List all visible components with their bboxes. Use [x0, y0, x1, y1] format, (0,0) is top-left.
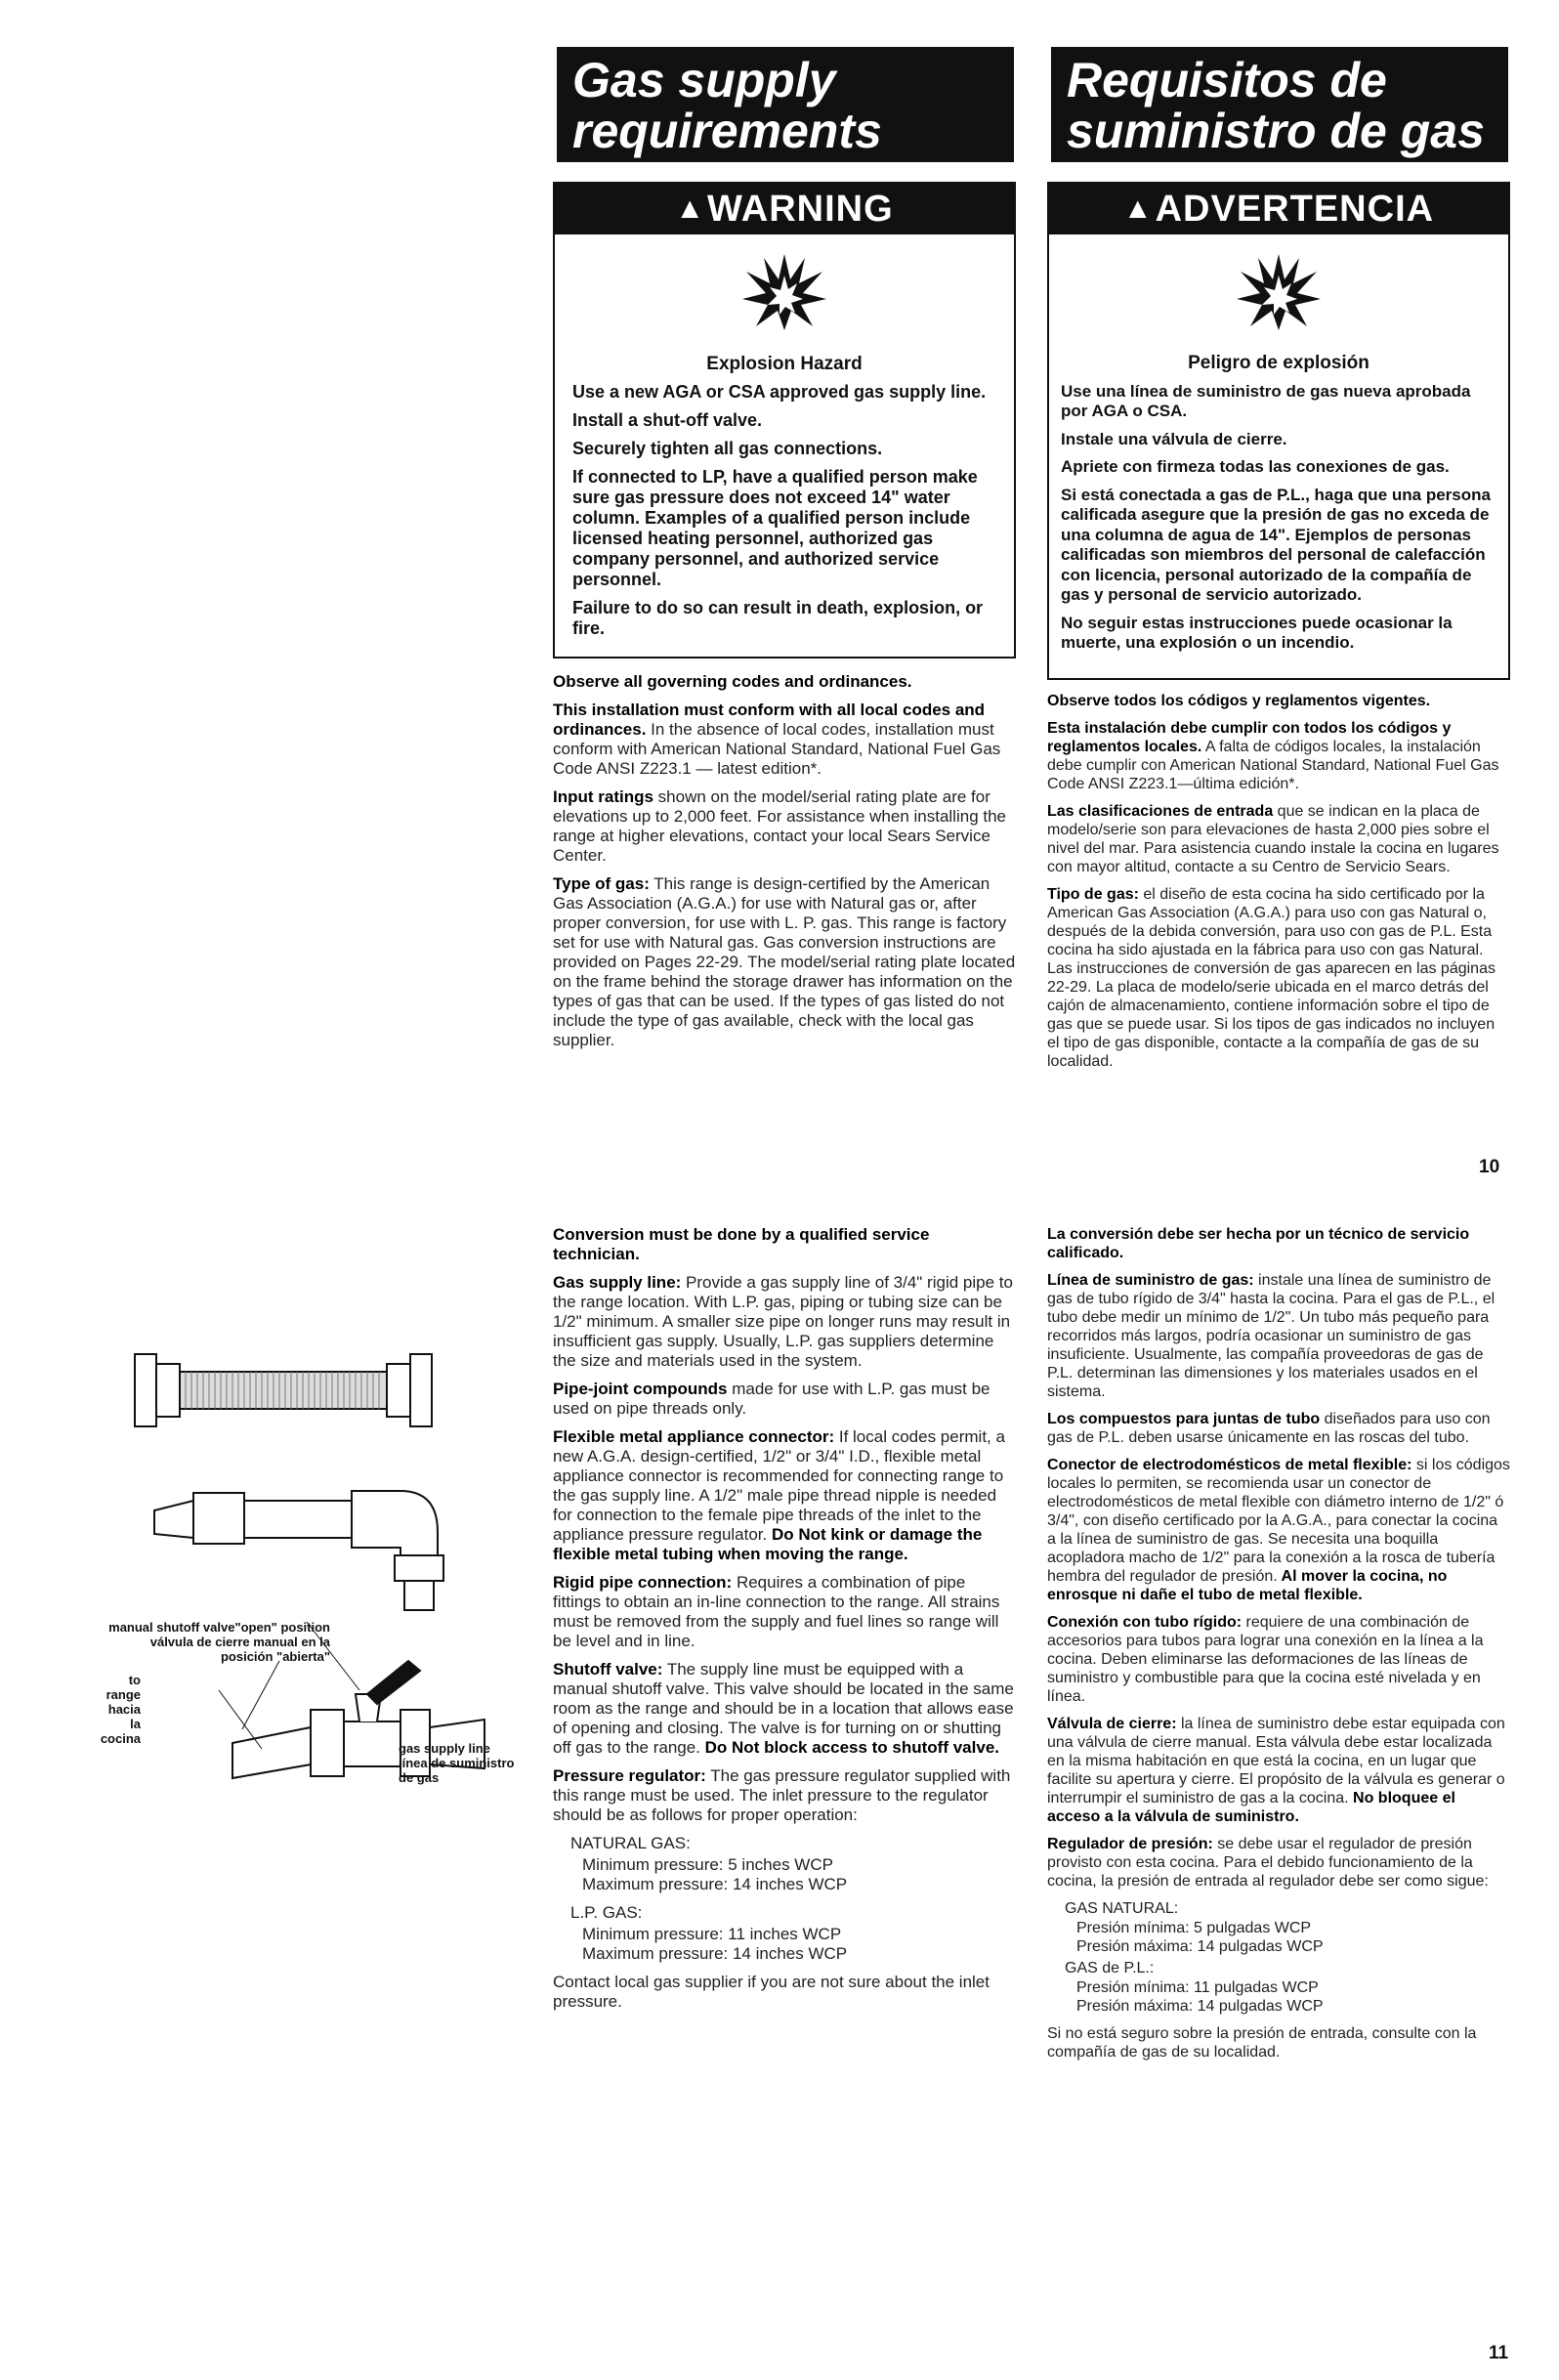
natural-gas-heading: GAS NATURAL: [1065, 1900, 1179, 1917]
warning-text [1049, 346, 1508, 671]
warning-heading: Peligro de explosión [1188, 353, 1369, 373]
lp-gas-heading: GAS de P.L.: [1065, 1960, 1155, 1976]
title-line: Requisitos de [1067, 53, 1387, 107]
explosion-icon [1235, 250, 1323, 332]
caption-line: de gas [399, 1770, 440, 1785]
warning-line: Failure to do so can result in death, explosion, or fire. [572, 598, 984, 638]
paragraph: Esta instalación debe cumplir con todos los códigos y reglamentos locales. A falta de códigos locales, la instalación debe cumplir con American National Standard, National Fuel Gas Code ANSI Z223.1—última edición*. [1047, 720, 1499, 792]
warning-text [555, 346, 1014, 657]
warning-heading: Explosion Hazard [706, 354, 863, 374]
body-text-en [553, 672, 1016, 1059]
caption-line: manual shutoff valve"open" position [108, 1620, 330, 1635]
paragraph: Flexible metal appliance connector: If local codes permit, a new A.G.A. design-certified, 1/2" or 3/4" I.D., flexible metal appliance connector is recommended for connecting range to the gas supply line. A 1/2" male pipe thread nipple is needed for connection to the female pipe threads of the inlet to the appliance pressure regulator. Do Not kink or damage the flexible metal tubing when moving the range. [553, 1427, 1005, 1563]
paragraph: Rigid pipe connection: Requires a combination of pipe fittings to obtain an in-line connection to the range. All strains must be removed from the supply and fuel lines so range will be level and in line. [553, 1573, 1000, 1650]
paragraph: Input ratings shown on the model/serial rating plate are for elevations up to 2,000 feet. For assistance when installing the range at higher elevations, contact your local Sears Service Center. [553, 787, 1007, 865]
warning-triangle-icon: ▲ [1122, 192, 1154, 225]
paragraph: Shutoff valve: The supply line must be equipped with a manual shutoff valve. This valve should be located in the same room as the range and should be in a location that allows ease of opening and closing. The valve is for turning on or shutting off gas to the range. Do Not block access to shutoff valve. [553, 1660, 1014, 1757]
caption-line: válvula de cierre manual en la [149, 1635, 330, 1649]
paragraph: Gas supply line: Provide a gas supply line of 3/4" rigid pipe to the range location. With L.P. gas, piping or tubing size can be 1/2" minimum. A smaller size pipe on longer runs may result in insufficient gas supply. Usually, L.P. gas suppliers determine the size and materials used in the system. [553, 1273, 1013, 1370]
title-line: suministro de gas [1067, 104, 1485, 158]
gas-line-label [399, 1741, 514, 1785]
paragraph: Los compuestos para juntas de tubo diseñados para uso con gas de P.L. deben usarse únicamente en las roscas del tubo. [1047, 1411, 1491, 1446]
warning-line: Si está conectada a gas de P.L., haga que una persona calificada asegure que la presión de gas no exceda de una columna de agua de 14". Ejemplos de personas calificadas son miembros del personal de calefacción con licencia, personal autorizado de la compañía de gas y personal de servicio autorizado. [1061, 485, 1491, 604]
warning-line: If connected to LP, have a qualified person make sure gas pressure does not exceed 14" water column. Examples of a qualified person include licensed heating personnel, authorized gas company personnel, and authorized service personnel. [572, 467, 978, 589]
paragraph: Type of gas: This range is design-certified by the American Gas Association (A.G.A.) for use with Natural gas or, after proper conversion, for use with L. P. gas. This range is factory set for use with Natural gas. Gas conversion instructions are provided on Pages 22-29. The model/serial rating plate located on the frame behind the storage drawer has information on the types of gas that can be used. If the types of gas listed do not include the type of gas available, check with the local gas supplier. [553, 874, 1016, 1049]
caption-line: cocina [100, 1731, 141, 1746]
paragraph: La conversión debe ser hecha por un técnico de servicio calificado. [1047, 1226, 1470, 1261]
paragraph: Regulador de presión: se debe usar el regulador de presión provisto con esta cocina. Para el debido funcionamiento de la cocina, la presión de entrada al regulador debe ser como sigue: [1047, 1836, 1489, 1890]
page-number: 10 [1479, 1157, 1500, 1177]
pressure-line: Minimum pressure: 11 inches WCP [582, 1925, 842, 1943]
pressure-line: Maximum pressure: 14 inches WCP [582, 1875, 848, 1893]
warning-label: WARNING [707, 189, 894, 230]
title-banner-en [557, 47, 1014, 162]
title-line: Gas supply [572, 53, 836, 107]
pressure-line: Minimum pressure: 5 inches WCP [582, 1855, 833, 1874]
paragraph: Conector de electrodomésticos de metal flexible: si los códigos locales lo permiten, se recomienda usar un conector de electrodomésticos de metal flexible con diámetro interno de 1/2" ó 3/4", con diseño certificado por la A.G.A., para conectar la cocina a la línea de suministro de gas. Se necesita una boquilla acopladora macho de 1/2" para la conexión a la rosca de tubería hembra del regulador de presión. Al mover la cocina, no enrosque ni dañe el tubo de metal flexible. [1047, 1457, 1510, 1603]
paragraph: Las clasificaciones de entrada que se indican en la placa de modelo/serie son para elevaciones de hasta 2,000 pies sobre el nivel del mar. Para asistencia cuando instale la cocina en lugares con mayor altitud, contacte a su Centro de Servicio Sears. [1047, 803, 1499, 875]
warning-label: ADVERTENCIA [1155, 189, 1435, 230]
valve-label [78, 1620, 330, 1664]
paragraph: Pipe-joint compounds made for use with L.P. gas must be used on pipe threads only. [553, 1380, 990, 1418]
body-text-es [1047, 692, 1510, 1080]
paragraph: Si no está seguro sobre la presión de entrada, consulte con la compañía de gas de su localidad. [1047, 2025, 1477, 2061]
natural-gas-heading: NATURAL GAS: [570, 1834, 691, 1852]
pressure-line: Presión máxima: 14 pulgadas WCP [1076, 1938, 1324, 1955]
paragraph: Línea de suministro de gas: instale una línea de suministro de gas de tubo rígido de 3/4" hasta la cocina. Para el gas de P.L., el tubo debe medir un mínimo de 1/2". Un tubo más pequeño para recorridos más largos, podría ocasionar un suministro de gas insuficiente. Usualmente, las compañía proveedoras de gas de P.L. determinan las dimensiones y los materiales usados en el sistema. [1047, 1272, 1496, 1400]
pressure-line: Maximum pressure: 14 inches WCP [582, 1944, 848, 1963]
flexible-connector-illustration [135, 1354, 432, 1426]
paragraph: Observe todos los códigos y reglamentos vigentes. [1047, 693, 1431, 709]
warning-line: Use a new AGA or CSA approved gas supply line. [572, 382, 987, 402]
paragraph: Observe all governing codes and ordinances. [553, 672, 912, 691]
warning-line: No seguir estas instrucciones puede ocasionar la muerte, una explosión o un incendio. [1061, 613, 1453, 652]
warning-line: Instale una válvula de cierre. [1061, 429, 1287, 448]
warning-triangle-icon: ▲ [675, 192, 706, 225]
warning-line: Install a shut-off valve. [572, 410, 763, 430]
page-number: 11 [1489, 2343, 1509, 2363]
pressure-line: Presión máxima: 14 pulgadas WCP [1076, 1998, 1324, 2015]
title-banner-es [1051, 47, 1508, 162]
warning-box-es [1047, 182, 1510, 680]
body-text-es-bottom [1047, 1225, 1510, 2070]
paragraph: Tipo de gas: el diseño de esta cocina ha sido certificado por la American Gas Association (A.G.A.) para uso con gas Natural o, después de la debida conversión, para uso con gas de P.L. Esta cocina ha sido ajustada en la fábrica para uso con gas Natural. Las instrucciones de conversión de gas aparecen en las páginas 22-29. La placa de modelo/serie ubicada en el marco detrás del cajón de almacenamiento, contiene información sobre el tipo de gas que se puede usar. Si los tipos de gas indicados no incluyen el tipo de gas disponible, contacte a la compañía de gas de su localidad. [1047, 886, 1496, 1070]
warning-header [1049, 184, 1508, 234]
paragraph: Válvula de cierre: la línea de suministro debe estar equipada con una válvula de cierre manual. Esta válvula debe estar localizada en la misma habitación en que está la cocina, en un lugar que facilite su apertura y cierre. El propósito de la válvula es generar o interrumpir el suministro de gas a la cocina. No bloquee el acceso a la válvula de suministro. [1047, 1716, 1505, 1825]
to-range-label [98, 1673, 141, 1746]
warning-box-en [553, 182, 1016, 659]
lp-gas-heading: L.P. GAS: [570, 1903, 643, 1922]
paragraph: Conexión con tubo rígido: requiere de una combinación de accesorios para tubos para lograr una conexión en la línea a la cocina. Deben eliminarse las deformaciones de las líneas de suministro y combustible para que la cocina esté nivelada y en línea. [1047, 1614, 1484, 1705]
warning-line: Use una línea de suministro de gas nueva aprobada por AGA o CSA. [1061, 381, 1471, 420]
caption-line: to range [105, 1673, 141, 1702]
warning-header [555, 184, 1014, 234]
paragraph: Contact local gas supplier if you are not sure about the inlet pressure. [553, 1973, 990, 2011]
caption-line: posición "abierta" [220, 1649, 330, 1664]
warning-line: Securely tighten all gas connections. [572, 439, 883, 458]
pressure-line: Presión mínima: 11 pulgadas WCP [1076, 1979, 1319, 1996]
rigid-pipe-illustration [154, 1491, 443, 1610]
caption-line: gas supply line [399, 1741, 490, 1756]
warning-line: Apriete con firmeza todas las conexiones de gas. [1061, 457, 1450, 476]
body-text-en-bottom [553, 1225, 1016, 2020]
caption-line: línea de suministro [399, 1756, 515, 1770]
title-line: requirements [572, 104, 882, 158]
gas-connection-diagram [115, 1299, 486, 1807]
explosion-icon [740, 250, 828, 332]
caption-line: hacia la [107, 1702, 141, 1731]
paragraph: This installation must conform with all local codes and ordinances. In the absence of local codes, installation must conform with American National Standard, National Fuel Gas Code ANSI Z223.1 — latest edition*. [553, 701, 1001, 778]
pressure-line: Presión mínima: 5 pulgadas WCP [1076, 1920, 1312, 1936]
paragraph: Conversion must be done by a qualified service technician. [553, 1225, 930, 1263]
paragraph: Pressure regulator: The gas pressure regulator supplied with this range must be used. The inlet pressure to the regulator should be as follows for proper operation: [553, 1766, 1011, 1824]
